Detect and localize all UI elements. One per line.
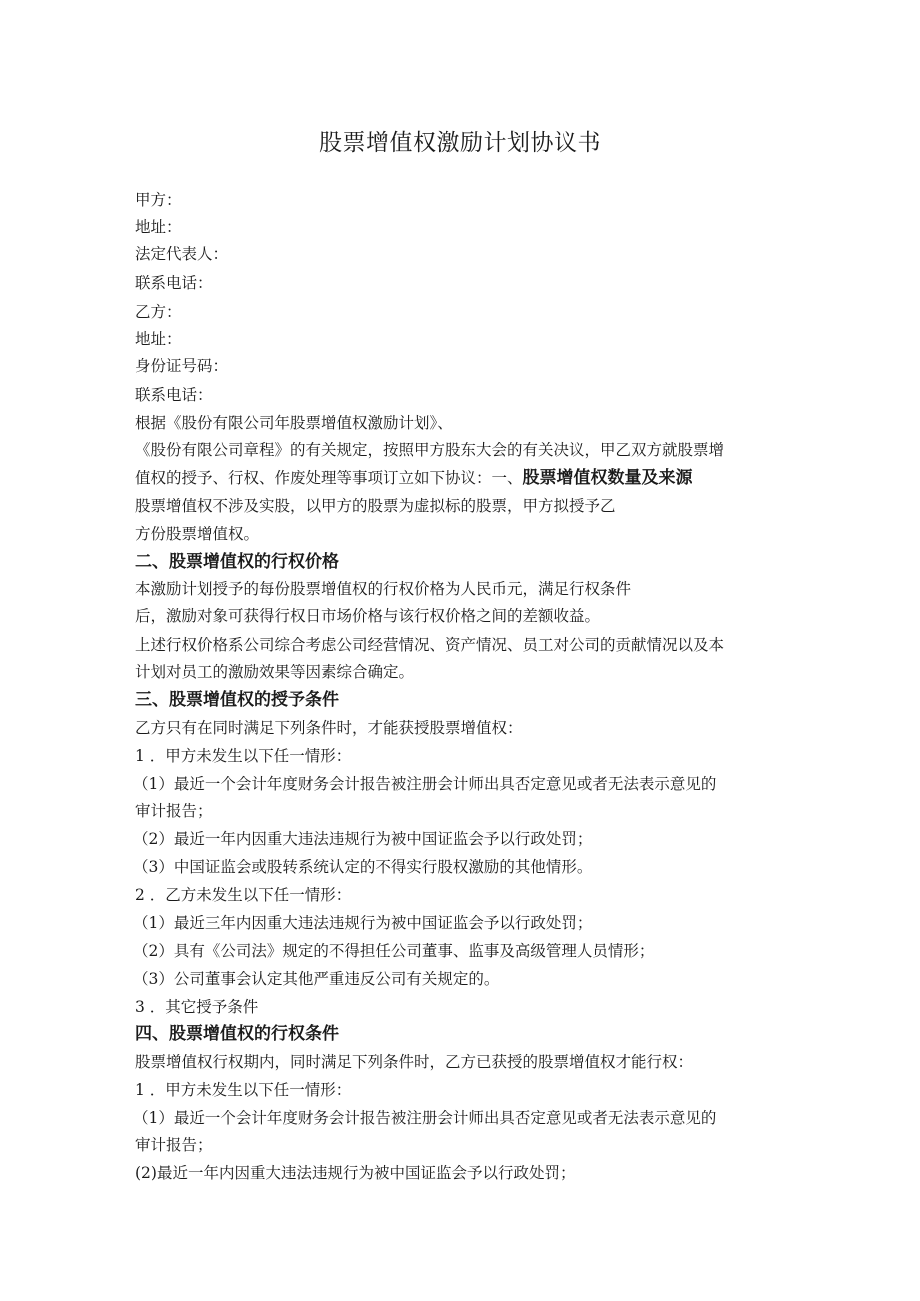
section-3-intro: 乙方只有在同时满足下列条件时，才能获授股票增值权： (135, 719, 523, 737)
preamble-line-1: 根据《股份有限公司年股票增值权激励计划》、 (135, 414, 453, 432)
party-a-legal-rep-label: 法定代表人： (135, 245, 229, 263)
section-3-item-1-a-line-2: 审计报告； (135, 802, 213, 820)
section-1-heading: 股票增值权数量及来源 (522, 468, 693, 488)
section-3-item-2-b: （2）具有《公司法》规定的不得担任公司董事、监事及高级管理人员情形； (133, 942, 655, 960)
party-a-address-label: 地址： (135, 218, 182, 236)
section-2-heading: 二、股票增值权的行权价格 (135, 552, 339, 572)
section-3-item-1-a-line-1: （1）最近一个会计年度财务会计报告被注册会计师出具否定意见或者无法表示意见的 (133, 775, 717, 793)
section-2-line-1: 本激励计划授予的每份股票增值权的行权价格为人民币元，满足行权条件 (135, 580, 632, 598)
section-2-line-3: 上述行权价格系公司综合考虑公司经营情况、资产情况、员工对公司的贡献情况以及本 (135, 636, 725, 654)
section-4-item-1-title: 1 ．甲方未发生以下任一情形： (135, 1081, 352, 1099)
section-3-item-1-c: （3）中国证监会或股转系统认定的不得实行股权激励的其他情形。 (133, 858, 593, 876)
section-4-item-1-a-line-1: （1）最近一个会计年度财务会计报告被注册会计师出具否定意见或者无法表示意见的 (133, 1109, 717, 1127)
section-1-line-1: 股票增值权不涉及实股，以甲方的股票为虚拟标的股票，甲方拟授予乙 (135, 497, 616, 515)
document-title: 股票增值权激励计划协议书 (319, 130, 601, 156)
party-b-phone-label: 联系电话： (135, 386, 213, 404)
section-3-item-3-title: 3 ．其它授予条件 (135, 998, 259, 1016)
party-b-address-label: 地址： (135, 330, 182, 348)
section-2-line-2: 后，激励对象可获得行权日市场价格与该行权价格之间的差额收益。 (135, 607, 601, 625)
section-1-line-2: 方份股票增值权。 (135, 525, 260, 543)
section-3-item-2-a: （1）最近三年内因重大违法违规行为被中国证监会予以行政处罚； (133, 914, 593, 932)
section-4-intro: 股票增值权行权期内，同时满足下列条件时，乙方已获授的股票增值权才能行权： (135, 1053, 694, 1071)
section-4-item-1-a-line-2: 审计报告； (135, 1136, 213, 1154)
party-b-id-label: 身份证号码： (135, 357, 229, 375)
party-b-name-label: 乙方： (135, 303, 182, 321)
section-3-item-2-c: （3）公司董事会认定其他严重违反公司有关规定的。 (133, 970, 500, 988)
section-3-item-1-title: 1 ．甲方未发生以下任一情形： (135, 747, 352, 765)
section-2-line-4: 计划对员工的激励效果等因素综合确定。 (135, 663, 415, 681)
preamble-line-3 (135, 470, 693, 487)
section-4-item-1-b: (2)最近一年内因重大违法违规行为被中国证监会予以行政处罚； (135, 1164, 576, 1182)
preamble-line-2: 《股份有限公司章程》的有关规定，按照甲方股东大会的有关决议，甲乙双方就股票增 (135, 441, 725, 459)
preamble-line-3-text: 值权的授予、行权、作废处理等事项订立如下协议：一、 (135, 469, 523, 487)
section-3-heading: 三、股票增值权的授予条件 (135, 690, 339, 710)
party-a-phone-label: 联系电话： (135, 274, 213, 292)
party-a-name-label: 甲方： (135, 191, 182, 209)
section-3-item-2-title: 2 ．乙方未发生以下任一情形： (135, 886, 352, 904)
section-3-item-1-b: （2）最近一年内因重大违法违规行为被中国证监会予以行政处罚； (133, 830, 593, 848)
section-4-heading: 四、股票增值权的行权条件 (135, 1024, 339, 1044)
